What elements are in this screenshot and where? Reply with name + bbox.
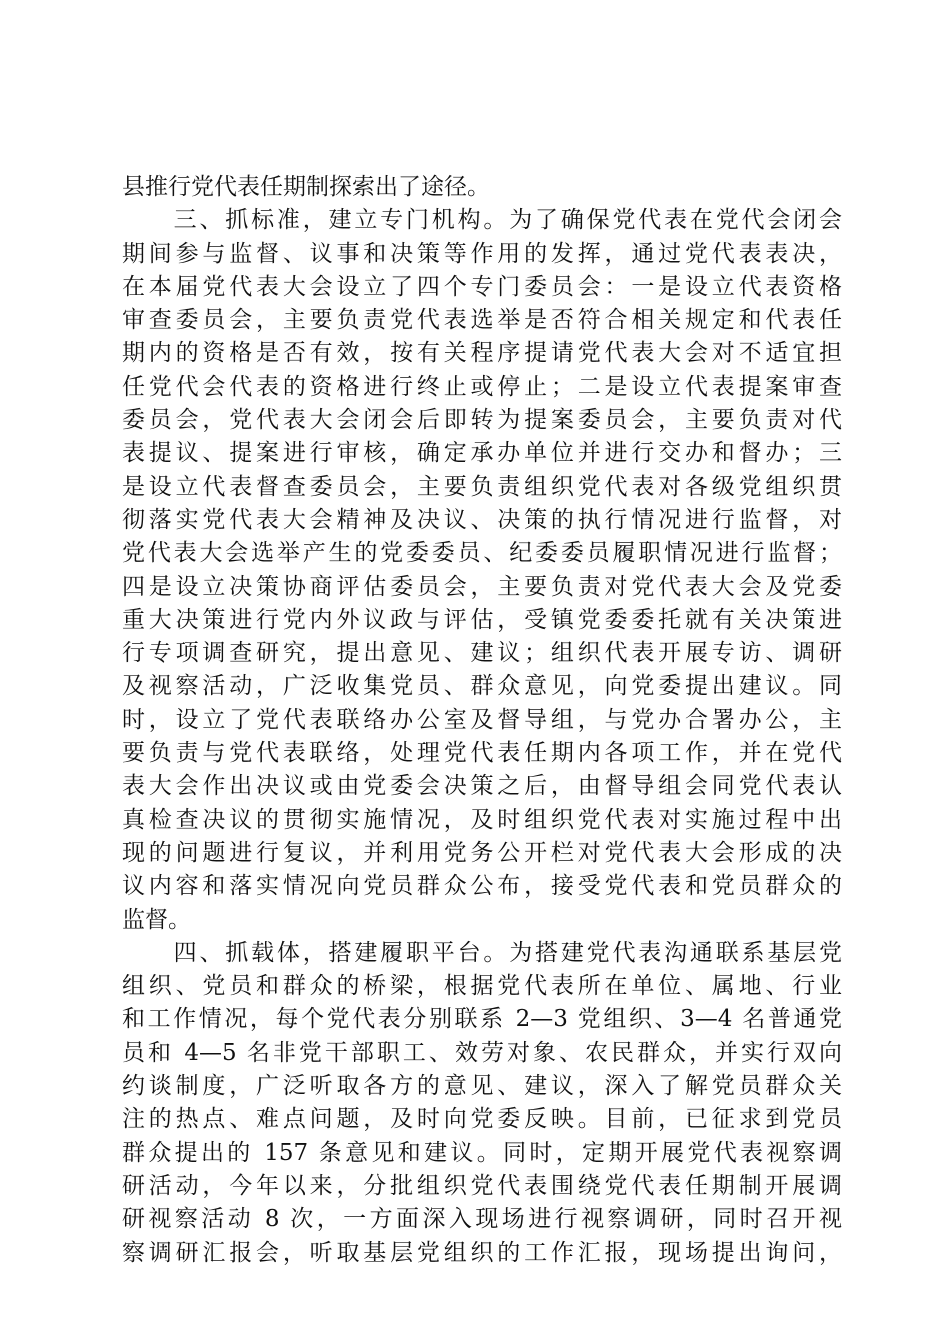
text-line: 四、抓载体，搭建履职平台。为搭建党代表沟通联系基层党: [122, 939, 842, 966]
text-line: 行专项调查研究，提出意见、建议；组织代表开展专访、调研: [122, 640, 842, 667]
text-line: 是设立代表督查委员会，主要负责组织党代表对各级党组织贯: [122, 473, 842, 500]
text-line: 及视察活动，广泛收集党员、群众意见，向党委提出建议。同: [122, 673, 842, 700]
text-line: 表提议、提案进行审核，确定承办单位并进行交办和督办；三: [122, 440, 842, 467]
text-line: 彻落实党代表大会精神及决议、决策的执行情况进行监督，对: [122, 506, 842, 533]
text-line: 要负责与党代表联络，处理党代表任期内各项工作，并在党代: [122, 740, 842, 767]
text-line: 现的问题进行复议，并利用党务公开栏对党代表大会形成的决: [122, 839, 842, 866]
text-line: 真检查决议的贯彻实施情况，及时组织党代表对实施过程中出: [122, 806, 842, 833]
text-line: 议内容和落实情况向党员群众公布，接受党代表和党员群众的: [122, 873, 842, 900]
text-line: 重大决策进行党内外议政与评估，受镇党委委托就有关决策进: [122, 606, 842, 633]
text-line: 注的热点、难点问题，及时向党委反映。目前，已征求到党员: [122, 1106, 842, 1133]
text-line: 表大会作出决议或由党委会决策之后，由督导组会同党代表认: [122, 773, 842, 800]
text-line: 在本届党代表大会设立了四个专门委员会：一是设立代表资格: [122, 273, 842, 300]
text-line: 研活动，今年以来，分批组织党代表围绕党代表任期制开展调: [122, 1172, 842, 1199]
text-line: 委员会，党代表大会闭会后即转为提案委员会，主要负责对代: [122, 407, 842, 434]
text-line: 和工作情况，每个党代表分别联系 2—3 党组织、3—4 名普通党: [122, 1006, 842, 1033]
text-line: 时，设立了党代表联络办公室及督导组，与党办合署办公，主: [122, 706, 842, 733]
text-line: 期内的资格是否有效，按有关程序提请党代表大会对不适宜担: [122, 340, 842, 367]
text-line: 员和 4—5 名非党干部职工、效劳对象、农民群众，并实行双向: [122, 1039, 842, 1066]
text-line: 监督。: [122, 906, 191, 933]
body-text: [122, 171, 842, 1270]
text-line: 群众提出的 157 条意见和建议。同时，定期开展党代表视察调: [122, 1139, 842, 1166]
text-line: 四是设立决策协商评估委员会，主要负责对党代表大会及党委: [122, 573, 842, 600]
text-line: 期间参与监督、议事和决策等作用的发挥，通过党代表表决，: [122, 240, 842, 267]
text-line: 约谈制度，广泛听取各方的意见、建议，深入了解党员群众关: [122, 1073, 842, 1100]
text-line: 审查委员会，主要负责党代表选举是否符合相关规定和代表任: [122, 307, 842, 334]
text-line: 县推行党代表任期制探索出了途径。: [122, 174, 490, 200]
text-line: 三、抓标准，建立专门机构。为了确保党代表在党代会闭会: [122, 207, 842, 234]
text-line: 察调研汇报会，听取基层党组织的工作汇报，现场提出询问，: [122, 1239, 842, 1266]
text-line: 研视察活动 8 次，一方面深入现场进行视察调研，同时召开视: [122, 1206, 842, 1233]
text-line: 组织、党员和群众的桥梁，根据党代表所在单位、属地、行业: [122, 973, 842, 1000]
text-line: 党代表大会选举产生的党委委员、纪委委员履职情况进行监督；: [122, 540, 842, 567]
text-line: 任党代会代表的资格进行终止或停止；二是设立代表提案审查: [122, 373, 842, 400]
